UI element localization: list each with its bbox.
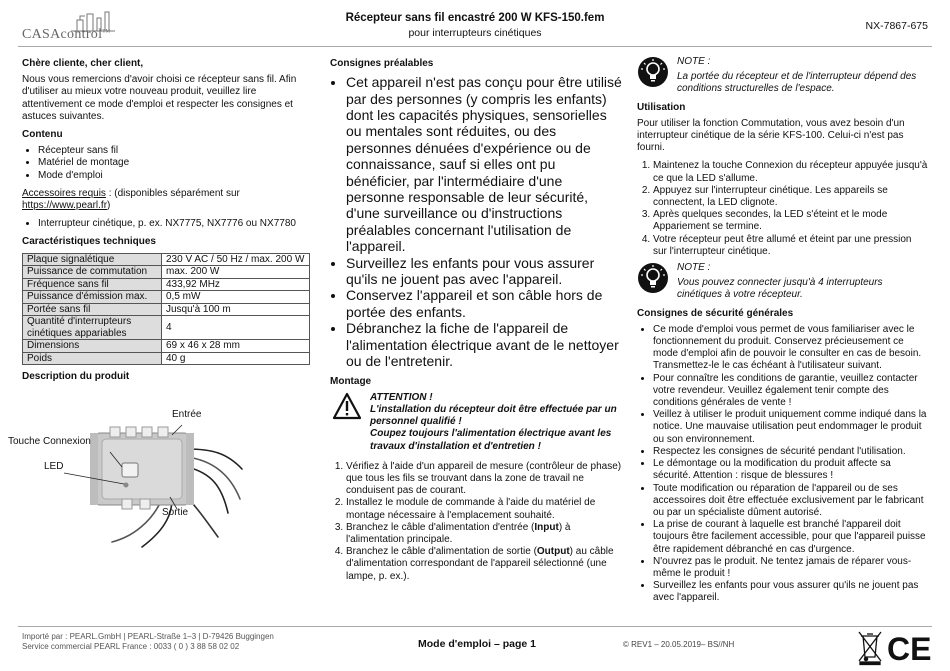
- document-title: Récepteur sans fil encastré 200 W KFS-150.fem: [345, 12, 605, 24]
- safety-list: [330, 74, 622, 369]
- montage-steps: [330, 461, 622, 583]
- safety-heading: Consignes préalables: [330, 58, 434, 69]
- list-item: • Le démontage ou la modification du produit affecte sa sécurité. Attention : risque de blessures !: [653, 458, 928, 482]
- list-item: 3. Après quelques secondes, la LED s'éteint et le mode Appariement se termine.: [653, 209, 928, 233]
- specs-heading: Caractéristiques techniques: [22, 236, 156, 248]
- list-item: 4. Votre récepteur peut être allumé et éteint par une pression sur l'interrupteur cinétique.: [653, 234, 928, 258]
- intro-paragraph: Nous vous remercions d'avoir choisi ce récepteur sans fil. Afin d'utiliser au mieux votre nouveau produit, veuillez lire attentivement ce mode d'emploi et respecter les consignes et astuces suivantes.: [22, 74, 297, 122]
- table-row: Puissance d'émission max. 0,5 mW: [23, 291, 310, 304]
- accessories-list: [22, 218, 310, 230]
- warning-icon: [332, 392, 362, 420]
- usage-heading: Utilisation: [637, 101, 686, 113]
- list-item: • Cet appareil n'est pas conçu pour être utilisé par des personnes (y compris les enfants) dont les capacités physiques, sensorielles ou mentales sont réduites, ou des personnes dénuées d'expérience ou de connaissance, sauf si elles ont pu bénéficier, par l'intermédiaire d'une personne responsable de leur sécurité, d'une surveillance ou d'instructions préalables concernant l'utilisation de l'appareil.: [346, 74, 622, 254]
- list-item: 3. Branchez le câble d'alimentation d'entrée (Input) à l'alimentation principale.: [346, 522, 622, 546]
- label-entree: Entrée: [172, 409, 202, 421]
- note-title: NOTE :: [677, 262, 711, 274]
- list-item: • Interrupteur cinétique, p. ex. NX7775, NX7776 ou NX7780: [38, 218, 310, 230]
- note-text: Vous pouvez connecter jusqu'à 4 interrupteurs cinétiques à votre récepteur.: [677, 277, 883, 301]
- page-label: Mode d'emploi – page 1: [418, 638, 537, 650]
- attention-title: ATTENTION !: [370, 391, 433, 403]
- list-item: • Matériel de montage: [38, 157, 310, 169]
- article-number: NX-7867-675: [865, 20, 928, 32]
- revision-info: © REV1 – 20.05.2019– BS//NH: [623, 640, 735, 649]
- contents-heading: Contenu: [22, 129, 63, 141]
- label-sortie: Sortie: [162, 507, 189, 519]
- contents-list: [22, 145, 310, 182]
- list-item: 1. Maintenez la touche Connexion du récepteur appuyée jusqu'à ce que la LED s'allume.: [653, 160, 928, 184]
- note-box: [637, 56, 928, 96]
- column-right: [637, 52, 928, 611]
- list-item: • Toute modification ou réparation de l'appareil ou de ses accessoires doit être effectuée exclusivement par le fabricant ou par un spécialiste dûment autorisé.: [653, 483, 928, 520]
- note-title: NOTE :: [677, 56, 711, 67]
- document-subtitle: pour interrupteurs cinétiques: [408, 27, 542, 39]
- list-item: • Surveillez les enfants pour vous assurer qu'ils ne jouent pas avec l'appareil.: [346, 255, 622, 288]
- table-row: Quantité d'interrupteurs cinétiques appariables 4: [23, 316, 310, 340]
- list-item: • Veillez à utiliser le produit uniquement comme indiqué dans la notice. Une mauvaise utilisation peut endommager le produit ou son environnement.: [653, 409, 928, 446]
- list-item: • La prise de courant à laquelle est branché l'appareil doit toujours être facilement accessible, pour que l'appareil puisse être rapidement débranché en cas d'urgence.: [653, 519, 928, 556]
- table-row: Portée sans fil Jusqu'à 100 m: [23, 303, 310, 316]
- table-row: Poids 40 g: [23, 352, 310, 365]
- usage-intro: Pour utiliser la fonction Commutation, vous avez besoin d'un interrupteur cinétique de la série KFS-100. Celui-ci n'est pas fourni.: [637, 117, 905, 154]
- usage-steps: [637, 160, 928, 258]
- accessories-label: Accessoires requis: [22, 187, 106, 199]
- product-illustration: [8, 387, 310, 557]
- table-row: Fréquence sans fil 433,92 MHz: [23, 278, 310, 291]
- receiver-image: [22, 387, 310, 557]
- safety-block: [330, 74, 622, 369]
- footer-icons: [857, 630, 937, 671]
- label-led: LED: [44, 461, 64, 473]
- table-row: Puissance de commutation max. 200 W: [23, 266, 310, 279]
- list-item: • Pour connaître les conditions de garantie, veuillez contacter votre revendeur. Veuillez également tenir compte des conditions générales de vente !: [653, 373, 928, 410]
- list-item: • Récepteur sans fil: [38, 145, 310, 157]
- attention-text-1: L'installation du récepteur doit être effectuée par un personnel qualifié !: [370, 403, 617, 428]
- importer-info: Importé par : PEARL.GmbH | PEARL-Straße 1–3 | D-79426 Buggingen Service commercial PEARL France : 0033 ( 0 ) 3 88 58 02 02: [22, 632, 274, 651]
- column-middle: [330, 52, 622, 587]
- weee-ce-icons: [857, 630, 937, 666]
- lightbulb-icon: [637, 56, 669, 88]
- accessories-paragraph: Accessoires requis : (disponibles séparément sur https://www.pearl.fr): [22, 187, 240, 212]
- list-item: • Conservez l'appareil et son câble hors de portée des enfants.: [346, 287, 622, 320]
- header-divider: [18, 46, 932, 47]
- list-item: • Respectez les consignes de sécurité pendant l'utilisation.: [653, 446, 928, 458]
- attention-box: [330, 392, 622, 453]
- logo-text: CASAcontrol™: [22, 27, 111, 42]
- list-item: • N'ouvrez pas le produit. Ne tentez jamais de réparer vous-même le produit !: [653, 556, 928, 580]
- list-item: • Mode d'emploi: [38, 170, 310, 182]
- general-safety-list: [637, 324, 928, 605]
- pearl-link[interactable]: https://www.pearl.fr: [22, 200, 108, 212]
- ce-mark-icon: CE: [887, 631, 932, 666]
- list-item: 4. Branchez le câble d'alimentation de sortie (Output) au câble d'alimentation correspondant de l'appareil sélectionné (une lampe, p. ex.).: [346, 546, 622, 583]
- label-touche-connexion: Touche Connexion: [8, 436, 91, 448]
- list-item: • Ce mode d'emploi vous permet de vous familiariser avec le fonctionnement du produit. Conservez précieusement ce mode d'emploi afin de pouvoir le consulter en cas de besoin. Transmettez-le le cas échéant à l'utilisateur suivant.: [653, 324, 928, 373]
- list-item: • Débranchez la fiche de l'appareil de l'alimentation électrique avant de le nettoyer ou de l'entretenir.: [346, 320, 622, 369]
- specs-table: [22, 253, 310, 366]
- list-item: 2. Appuyez sur l'interrupteur cinétique. Les appareils se connectent, la LED clignote.: [653, 185, 928, 209]
- footer-divider: [18, 626, 932, 627]
- montage-heading: Montage: [330, 375, 372, 387]
- table-row: Plaque signalétique 230 V AC / 50 Hz / max. 200 W: [23, 253, 310, 266]
- column-left: [8, 52, 310, 557]
- list-item: 1. Vérifiez à l'aide d'un appareil de mesure (contrôleur de phase) que tous les fils se trouvant dans la zone de travail ne conduisent pas de courant.: [346, 461, 622, 498]
- general-safety-heading: Consignes de sécurité générales: [637, 307, 794, 319]
- table-row: Dimensions 69 x 46 x 28 mm: [23, 340, 310, 353]
- list-item: 2. Installez le module de commande à l'aide du matériel de montage nécessaire à l'emplacement souhaité.: [346, 497, 622, 521]
- note-box: [637, 262, 928, 302]
- note-text: La portée du récepteur et de l'interrupteur dépend des conditions structurelles de l'espace.: [677, 71, 917, 95]
- attention-text-2: Coupez toujours l'alimentation électrique avant les travaux d'installation et d'entretien !: [370, 428, 612, 452]
- weee-bin-icon: [859, 632, 881, 665]
- description-heading: Description du produit: [22, 371, 130, 383]
- list-item: • Surveillez les enfants pour vous assurer qu'ils ne jouent pas avec l'appareil.: [653, 580, 928, 604]
- lightbulb-icon: [637, 262, 669, 294]
- greeting: Chère cliente, cher client,: [22, 58, 144, 69]
